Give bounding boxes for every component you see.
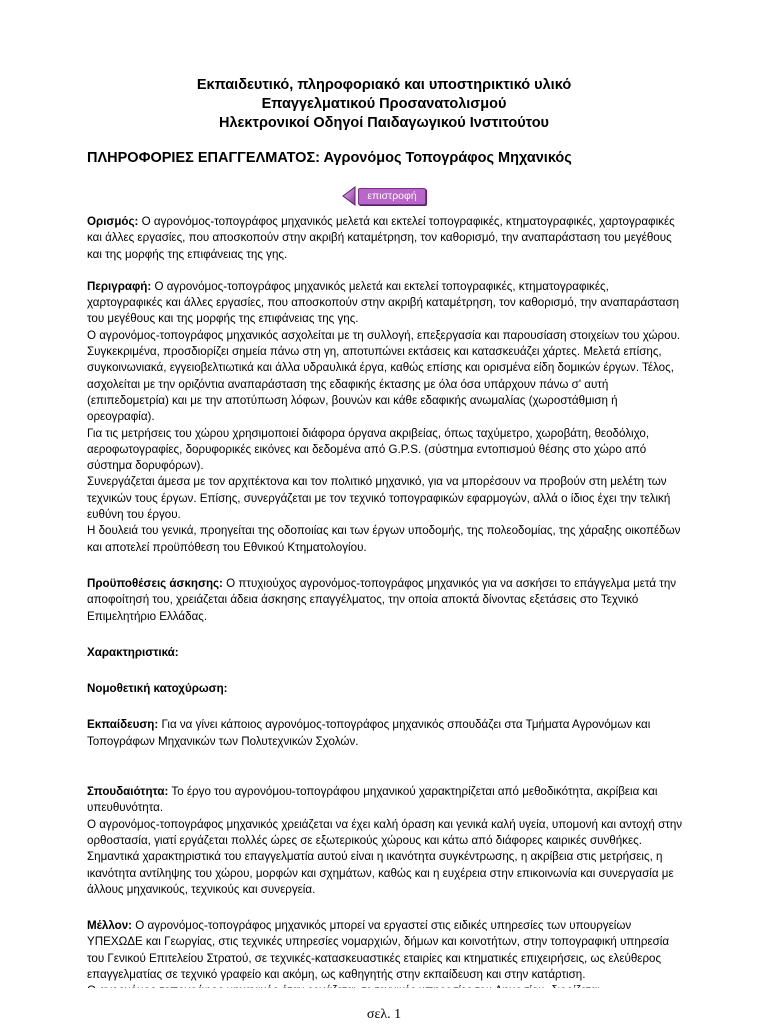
header-line-2: Επαγγελματικού Προσανατολισμού <box>261 96 507 112</box>
section-text: Ο αγρονόμος-τοπογράφος μηχανικός μελετά και εκτελεί τοπογραφικές, κτηματογραφικές, χαρτογραφικές και άλλες εργασίες, που αποσκοπούν στην ακριβή καταμέτρηση, τον καθορισμό, την αναπαράσταση του μεγέθους και της μορφής της επιφάνειας της γης. <box>87 215 675 261</box>
paragraph <box>87 214 687 263</box>
paragraph: Συνεργάζεται άμεσα με τον αρχιτέκτονα και τον πολιτικό μηχανικό, για να μπορέσουν να προβούν στη μελέτη των τεχνικών τους έργων. Επίσης, συνεργάζεται με τον τεχνικό τοπογραφικών εφαρμογών, αλλά ο ίδιος έχει την τελική ευθύνη του έργου. <box>87 475 671 522</box>
section-label: Προϋποθέσεις άσκησης: <box>87 576 223 590</box>
paragraph: Ο αγρονόμος-τοπογράφος μηχανικός ασχολείται με τη συλλογή, επεξεργασία και παρουσίαση στοιχείων του χώρου. Συγκεκριμένα, προσδιορίζει σημεία πάνω στη γη, αποτυπώνει εκτάσεις και κατασκευάζει χάρτες. Μελετά επίσης, συγκοινωνιακά, εγγειοβελτιωτικά και άλλα υδραυλικά έργα, καθώς επίσης και ορισμένα είδη δομικών έργων. Τέλος, ασχολείται με την οριζόντια αναπαράσταση της εδαφικής έκτασης με όλα όσα υπάρχουν πάνω σ' αυτή (επιπεδομετρία) και με την αποτύπωση λόφων, βουνών και κάθε εδαφικής ανωμαλίας (χωροστάθμιση ή ορεογραφία). <box>87 328 681 424</box>
paragraph <box>87 784 687 817</box>
section-text: Για να γίνει κάποιος αγρονόμος-τοπογράφος μηχανικός σπουδάζει στα Τμήματα Αγρονόμων και Τοπογράφων Μηχανικών των Πολυτεχνικών Σχολών. <box>87 718 651 748</box>
page-break-mask <box>0 988 768 1000</box>
header-line-3: Ηλεκτρονικοί Οδηγοί Παιδαγωγικού Ινστιτούτου <box>218 115 550 131</box>
profession-heading: ΠΛΗΡΟΦΟΡΙΕΣ ΕΠΑΓΓΕΛΜΑΤΟΣ: Αγρονόμος Τοπογράφος Μηχανικός <box>87 150 572 166</box>
back-button[interactable] <box>341 186 427 206</box>
paragraph <box>87 918 687 983</box>
section-education <box>87 717 687 750</box>
section-text: Το έργο του αγρονόμου-τοπογράφου μηχανικού χαρακτηρίζεται από μεθοδικότητα, ακρίβεια και υπευθυνότητα. <box>87 785 658 815</box>
section-text: Ο πτυχιούχος αγρονόμος-τοπογράφος μηχανικός για να ασκήσει το επάγγελμα μετά την αποφοίτησή του, χρειάζεται άδεια άσκησης επαγγέλματος, την οποία αποκτά δίνοντας εξετάσεις στο Τεχνικό Επιμελητήριο Ελλάδας. <box>87 576 677 623</box>
paragraph: Η δουλειά του γενικά, προηγείται της οδοποιίας και των έργων υποδομής, της πολεοδομίας, της χάραξης οικοπέδων και αποτελεί προϋπόθεση του Εθνικού Κτηματολογίου. <box>87 524 681 554</box>
paragraph: Σημαντικά χαρακτηριστικά του επαγγελματία αυτού είναι η ικανότητα συγκέντρωσης, η ακρίβεια στις μετρήσεις, η ικανότητα αντίληψης του χώρου, μορφών και σχημάτων, καθώς και η ευχέρεια στην επικοινωνία και συνεργασία με άλλους μηχανικούς, τεχνικούς και συνεργεία. <box>87 850 674 896</box>
section-label: Περιγραφή: <box>87 279 152 293</box>
header-line-1: Εκπαιδευτικό, πληροφοριακό και υποστηρικτικό υλικό <box>196 77 572 93</box>
document-body <box>87 214 687 1000</box>
paragraph <box>87 576 687 625</box>
document-header <box>0 76 768 133</box>
section-label: Μέλλον: <box>87 919 133 933</box>
section-text: Ο αγρονόμος-τοπογράφος μηχανικός μελετά και εκτελεί τοπογραφικές, κτηματογραφικές, χαρτογραφικές και άλλες εργασίες, που αποσκοπούν στην ακριβή καταμέτρηση, τον καθορισμό, την αναπαράσταση του μεγέθους και της μορφής της επιφάνειας της γης. <box>87 279 680 326</box>
section-importance <box>87 784 687 898</box>
section-legal <box>87 681 687 697</box>
section-label: Χαρακτηριστικά: <box>87 645 179 659</box>
section-prerequisites <box>87 576 687 625</box>
paragraph <box>87 279 687 328</box>
section-definition <box>87 214 687 263</box>
section-label: Ορισμός: <box>87 215 139 228</box>
section-text: Ο αγρονόμος-τοπογράφος μηχανικός μπορεί να εργαστεί στις ειδικές υπηρεσίες των υπουργείων ΥΠΕΧΩΔΕ και Γεωργίας, στις τεχνικές υπηρεσίες νομαρχιών, δήμων και κοινοτήτων, στην τοπογραφική υπηρεσία του Γενικού Επιτελείου Στρατού, σε τεχνικές-κατασκευαστικές εταιρίες και κτηματικές επιχειρήσεις, ως ελεύθερος επαγγελματίας σε τεχνικό γραφείο και ακόμη, ως καθηγητής στην εκπαίδευση και στην κατάρτιση. <box>87 919 670 981</box>
section-label: Εκπαίδευση: <box>87 718 159 732</box>
section-label: Σπουδαιότητα: <box>87 785 169 799</box>
triangle-left-icon <box>341 186 357 206</box>
paragraph <box>87 681 687 697</box>
back-button-label: επιστροφή <box>358 188 426 205</box>
section-characteristics <box>87 645 687 661</box>
section-description <box>87 279 687 556</box>
paragraph: Για τις μετρήσεις του χώρου χρησιμοποιεί διάφορα όργανα ακριβείας, όπως ταχύμετρο, χωροβάτη, θεοδόλιχο, αεροφωτογραφίες, δορυφορικές εικόνες και δεδομένα από G.P.S. (σύστημα εντοπισμού θέσης στο χώρο από σύστημα δορυφόρων). <box>87 426 650 473</box>
page-number: σελ. 1 <box>366 1007 402 1022</box>
paragraph <box>87 645 687 661</box>
paragraph <box>87 717 687 750</box>
paragraph: Ο αγρονόμος-τοπογράφος μηχανικός χρειάζεται να έχει καλή όραση και γενικά καλή υγεία, υπομονή και αντοχή στην ορθοστασία, γιατί εργάζεται πολλές ώρες σε εξωτερικούς χώρους και κάτω από διάφορες καιρικές συνθήκες. <box>87 817 683 847</box>
section-label: Νομοθετική κατοχύρωση: <box>87 682 228 696</box>
